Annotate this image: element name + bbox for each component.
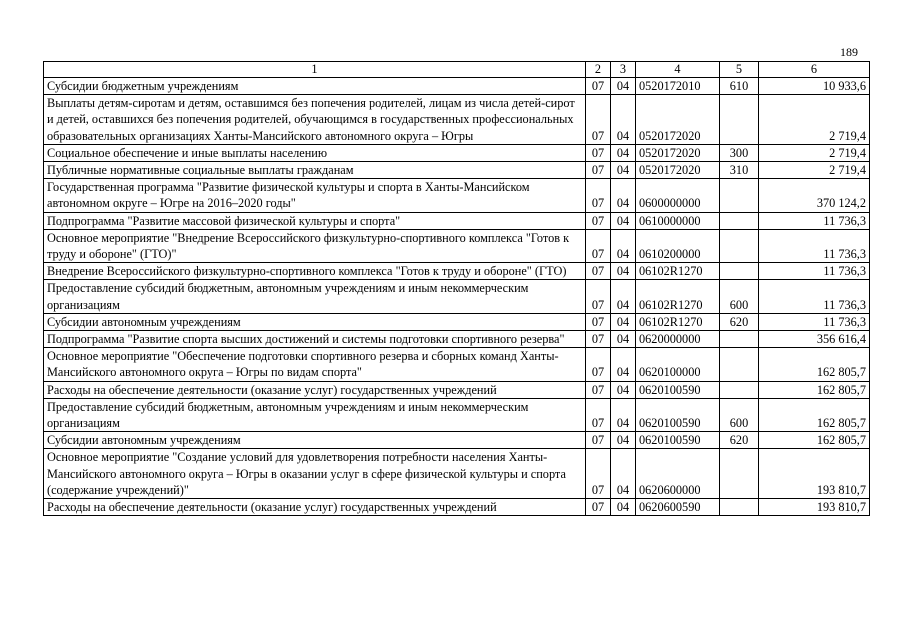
- page-number: 189: [840, 45, 858, 59]
- amount-cell: 11 736,3: [759, 229, 870, 262]
- expense-type-cell: 300: [720, 144, 759, 161]
- expense-name-cell: Публичные нормативные социальные выплаты гражданам: [44, 162, 586, 179]
- amount-cell: 10 933,6: [759, 78, 870, 95]
- expense-name-cell: Основное мероприятие "Создание условий для удовлетворения потребности населения Ханты-Мансийского автономного округа – Югры в оказании услуг в сфере физической культуры и спорта (содержание учреждений)": [44, 449, 586, 499]
- section-code-cell: 07: [586, 449, 611, 499]
- expense-type-cell: [720, 499, 759, 516]
- expense-name-cell: Расходы на обеспечение деятельности (оказание услуг) государственных учреждений: [44, 381, 586, 398]
- section-code-cell: 07: [586, 432, 611, 449]
- section-code-cell: 07: [586, 229, 611, 262]
- table-body: [44, 62, 870, 516]
- subsection-code-cell: 04: [611, 432, 636, 449]
- expense-type-cell: [720, 331, 759, 348]
- subsection-code-cell: 04: [611, 144, 636, 161]
- target-article-cell: 06102R1270: [636, 263, 720, 280]
- target-article-cell: 0620100000: [636, 348, 720, 381]
- expense-type-cell: 600: [720, 398, 759, 431]
- target-article-cell: 06102R1270: [636, 280, 720, 313]
- amount-cell: 2 719,4: [759, 144, 870, 161]
- expense-name-cell: Предоставление субсидий бюджетным, автономным учреждениям и иным некоммерческим организациям: [44, 398, 586, 431]
- expense-type-cell: [720, 381, 759, 398]
- section-code-cell: 07: [586, 280, 611, 313]
- section-code-cell: 07: [586, 144, 611, 161]
- subsection-code-cell: 04: [611, 280, 636, 313]
- section-code-cell: 07: [586, 212, 611, 229]
- expense-type-cell: 600: [720, 280, 759, 313]
- section-code-cell: 07: [586, 381, 611, 398]
- amount-cell: 370 124,2: [759, 179, 870, 212]
- subsection-code-cell: 04: [611, 449, 636, 499]
- section-code-cell: 07: [586, 313, 611, 330]
- target-article-cell: 0620600590: [636, 499, 720, 516]
- table-row: [44, 162, 870, 179]
- header-cell-6: 6: [759, 62, 870, 78]
- subsection-code-cell: 04: [611, 331, 636, 348]
- amount-cell: 162 805,7: [759, 381, 870, 398]
- target-article-cell: 0620100590: [636, 398, 720, 431]
- header-cell-2: 2: [586, 62, 611, 78]
- header-cell-5: 5: [720, 62, 759, 78]
- target-article-cell: 0600000000: [636, 179, 720, 212]
- expense-name-cell: Внедрение Всероссийского физкультурно-спортивного комплекса "Готов к труду и обороне" (ГТО): [44, 263, 586, 280]
- target-article-cell: 0520172020: [636, 95, 720, 145]
- amount-cell: 162 805,7: [759, 432, 870, 449]
- section-code-cell: 07: [586, 499, 611, 516]
- table-row: [44, 78, 870, 95]
- amount-cell: 356 616,4: [759, 331, 870, 348]
- amount-cell: 193 810,7: [759, 449, 870, 499]
- expense-type-cell: [720, 449, 759, 499]
- target-article-cell: 0620000000: [636, 331, 720, 348]
- target-article-cell: 0520172010: [636, 78, 720, 95]
- expense-name-cell: Расходы на обеспечение деятельности (оказание услуг) государственных учреждений: [44, 499, 586, 516]
- subsection-code-cell: 04: [611, 179, 636, 212]
- section-code-cell: 07: [586, 331, 611, 348]
- budget-table: [43, 61, 870, 516]
- table-row: [44, 313, 870, 330]
- table-row: [44, 398, 870, 431]
- section-code-cell: 07: [586, 78, 611, 95]
- target-article-cell: 0610200000: [636, 229, 720, 262]
- target-article-cell: 0620600000: [636, 449, 720, 499]
- amount-cell: 11 736,3: [759, 212, 870, 229]
- section-code-cell: 07: [586, 263, 611, 280]
- expense-name-cell: Предоставление субсидий бюджетным, автономным учреждениям и иным некоммерческим организациям: [44, 280, 586, 313]
- amount-cell: 11 736,3: [759, 263, 870, 280]
- table-row: [44, 229, 870, 262]
- subsection-code-cell: 04: [611, 162, 636, 179]
- table-row: [44, 449, 870, 499]
- expense-type-cell: [720, 95, 759, 145]
- expense-type-cell: [720, 179, 759, 212]
- header-cell-1: 1: [44, 62, 586, 78]
- expense-type-cell: 310: [720, 162, 759, 179]
- expense-name-cell: Социальное обеспечение и иные выплаты населению: [44, 144, 586, 161]
- subsection-code-cell: 04: [611, 398, 636, 431]
- header-cell-4: 4: [636, 62, 720, 78]
- table-row: [44, 348, 870, 381]
- target-article-cell: 06102R1270: [636, 313, 720, 330]
- subsection-code-cell: 04: [611, 78, 636, 95]
- subsection-code-cell: 04: [611, 348, 636, 381]
- expense-name-cell: Субсидии бюджетным учреждениям: [44, 78, 586, 95]
- expense-type-cell: 610: [720, 78, 759, 95]
- table-row: [44, 381, 870, 398]
- expense-name-cell: Субсидии автономным учреждениям: [44, 432, 586, 449]
- expense-type-cell: [720, 263, 759, 280]
- amount-cell: 11 736,3: [759, 280, 870, 313]
- table-row: [44, 263, 870, 280]
- expense-type-cell: [720, 212, 759, 229]
- expense-name-cell: Подпрограмма "Развитие массовой физической культуры и спорта": [44, 212, 586, 229]
- table-row: [44, 95, 870, 145]
- section-code-cell: 07: [586, 398, 611, 431]
- amount-cell: 162 805,7: [759, 398, 870, 431]
- target-article-cell: 0620100590: [636, 432, 720, 449]
- target-article-cell: 0620100590: [636, 381, 720, 398]
- table-row: [44, 432, 870, 449]
- section-code-cell: 07: [586, 162, 611, 179]
- subsection-code-cell: 04: [611, 499, 636, 516]
- expense-name-cell: Выплаты детям-сиротам и детям, оставшимся без попечения родителей, лицам из числа детей-сирот и детей, оставшихся без попечения родителей, обучающимся в государственных профессиональных образовательных организациях Ханты-Мансийского автономного округа – Югры: [44, 95, 586, 145]
- subsection-code-cell: 04: [611, 263, 636, 280]
- subsection-code-cell: 04: [611, 229, 636, 262]
- expense-name-cell: Государственная программа "Развитие физической культуры и спорта в Ханты-Мансийском автономном округе – Югре на 2016–2020 годы": [44, 179, 586, 212]
- section-code-cell: 07: [586, 179, 611, 212]
- expense-type-cell: 620: [720, 432, 759, 449]
- amount-cell: 2 719,4: [759, 95, 870, 145]
- table-row: [44, 212, 870, 229]
- section-code-cell: 07: [586, 348, 611, 381]
- target-article-cell: 0520172020: [636, 144, 720, 161]
- table-row: [44, 179, 870, 212]
- table-row: [44, 331, 870, 348]
- table-row: [44, 144, 870, 161]
- amount-cell: 193 810,7: [759, 499, 870, 516]
- expense-type-cell: [720, 229, 759, 262]
- subsection-code-cell: 04: [611, 381, 636, 398]
- expense-name-cell: Подпрограмма "Развитие спорта высших достижений и системы подготовки спортивного резерва": [44, 331, 586, 348]
- expense-type-cell: [720, 348, 759, 381]
- subsection-code-cell: 04: [611, 313, 636, 330]
- expense-name-cell: Субсидии автономным учреждениям: [44, 313, 586, 330]
- target-article-cell: 0520172020: [636, 162, 720, 179]
- header-row: [44, 62, 870, 78]
- section-code-cell: 07: [586, 95, 611, 145]
- expense-name-cell: Основное мероприятие "Обеспечение подготовки спортивного резерва и сборных команд Ханты-Мансийского автономного округа – Югры по видам спорта": [44, 348, 586, 381]
- subsection-code-cell: 04: [611, 95, 636, 145]
- target-article-cell: 0610000000: [636, 212, 720, 229]
- amount-cell: 2 719,4: [759, 162, 870, 179]
- table-row: [44, 499, 870, 516]
- table-row: [44, 280, 870, 313]
- expense-type-cell: 620: [720, 313, 759, 330]
- expense-name-cell: Основное мероприятие "Внедрение Всероссийского физкультурно-спортивного комплекса "Готов к труду и обороне" (ГТО)": [44, 229, 586, 262]
- amount-cell: 162 805,7: [759, 348, 870, 381]
- header-cell-3: 3: [611, 62, 636, 78]
- amount-cell: 11 736,3: [759, 313, 870, 330]
- subsection-code-cell: 04: [611, 212, 636, 229]
